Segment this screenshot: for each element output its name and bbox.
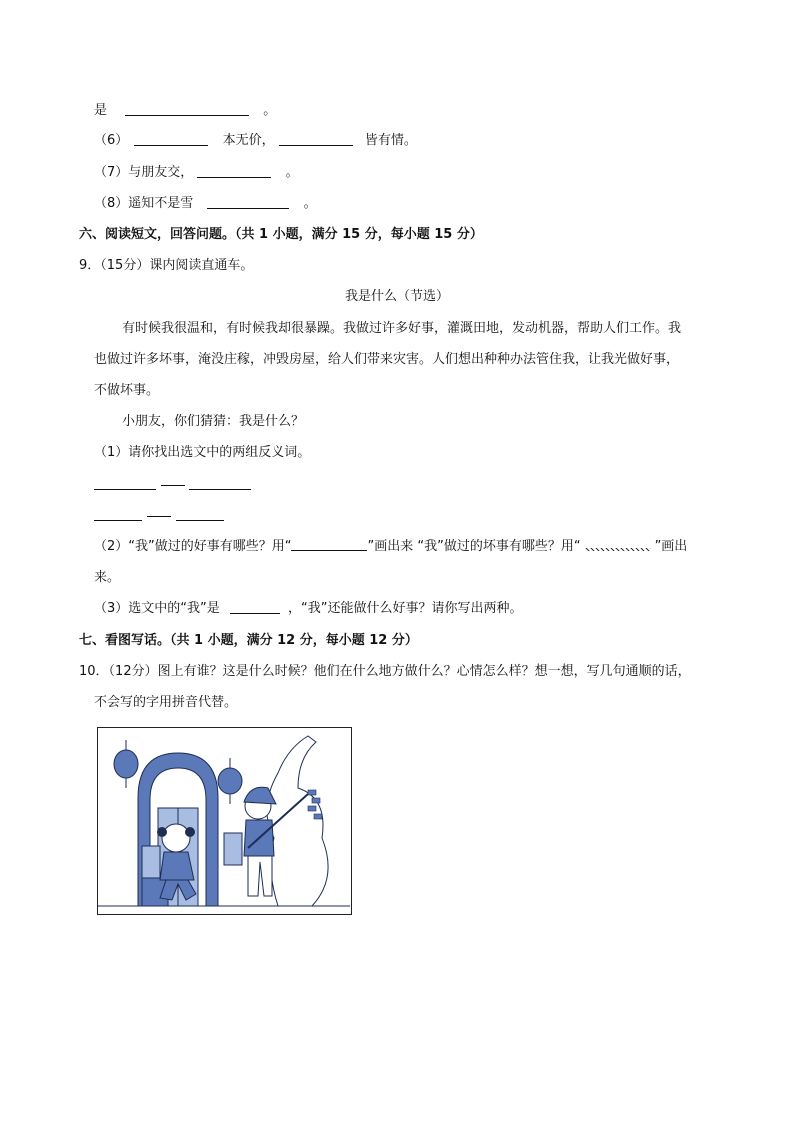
- line-suffix: 。: [263, 103, 277, 118]
- answer-blank[interactable]: [279, 132, 353, 146]
- passage-title: 我是什么（节选）: [344, 289, 449, 304]
- question-text: 皆有情。: [364, 133, 417, 148]
- sub-question-3: [94, 599, 523, 619]
- section-7-heading: 七、看图写话。（共 1 小题，满分 12 分，每小题 12 分）: [79, 633, 418, 648]
- lantern-icon: [218, 758, 242, 804]
- passage-line: 也做过许多坏事，淹没庄稼，冲毁房屋，给人们带来灾害。人们想出种种办法管住我，让我光做好事，: [94, 352, 680, 367]
- antonym-dash: [147, 516, 171, 517]
- passage-line: 有时候我很温和，有时候我却很暴躁。我做过许多好事，灌溉田地，发动机器，帮助人们工作。我: [122, 321, 682, 336]
- question-text: （2）“我”做过的好事有哪些？用“: [94, 539, 292, 554]
- question-text: 。: [303, 196, 317, 211]
- question-text: （3）选文中的“我”是: [94, 601, 220, 616]
- question-8: [94, 194, 317, 214]
- sub-question-2-cont: 来。: [94, 570, 121, 585]
- question-10-cont: 不会写的字用拼音代替。: [94, 695, 238, 710]
- question-9: 9．（15分）课内阅读直通车。: [79, 258, 254, 273]
- question-text: 本无价，: [222, 133, 275, 148]
- question-text: ”画出: [654, 539, 688, 554]
- antonym-blank[interactable]: [94, 489, 156, 490]
- answer-blank[interactable]: [125, 102, 249, 116]
- answer-blank[interactable]: [134, 132, 208, 146]
- wavy-line-sample: [585, 541, 651, 551]
- lantern-icon: [114, 740, 138, 788]
- question-text: 。: [285, 165, 299, 180]
- fill-line-5: [94, 101, 276, 121]
- girl-figure: [157, 824, 196, 900]
- question-text: ”画出来 “我”做过的坏事有哪些？用“: [367, 539, 581, 554]
- answer-blank[interactable]: [207, 195, 289, 209]
- question-text: （8）遥知不是雪: [94, 196, 194, 211]
- block-shape: [224, 833, 242, 865]
- picture-frame: [97, 727, 352, 915]
- question-number: （6）: [94, 133, 129, 148]
- section-6-heading: 六、阅读短文，回答问题。（共 1 小题，满分 15 分，每小题 15 分）: [79, 227, 483, 242]
- antonym-blank[interactable]: [94, 520, 142, 521]
- line-prefix: 是: [94, 103, 108, 118]
- answer-blank[interactable]: [230, 600, 280, 614]
- antonym-blank[interactable]: [189, 489, 251, 490]
- question-6: [94, 131, 417, 151]
- answer-blank[interactable]: [197, 164, 271, 178]
- spring-festival-illustration: [98, 728, 350, 913]
- antonym-dash: [161, 485, 185, 486]
- block-shape: [142, 846, 160, 878]
- question-text: ，“我”还能做什么好事？请你写出两种。: [288, 601, 523, 616]
- straight-line-sample: [291, 537, 367, 551]
- sub-question-1: （1）请你找出选文中的两组反义词。: [94, 445, 311, 460]
- question-text: （7）与朋友交，: [94, 165, 194, 180]
- question-10: 10．（12分）图上有谁？这是什么时候？他们在什么地方做什么？心情怎么样？想一想，写几句通顺的话，: [79, 664, 691, 679]
- antonym-blank[interactable]: [176, 520, 224, 521]
- passage-line: 小朋友，你们猜猜：我是什么？: [122, 414, 305, 429]
- sub-question-2: [94, 537, 687, 557]
- passage-line: 不做坏事。: [94, 383, 160, 398]
- question-7: [94, 163, 299, 183]
